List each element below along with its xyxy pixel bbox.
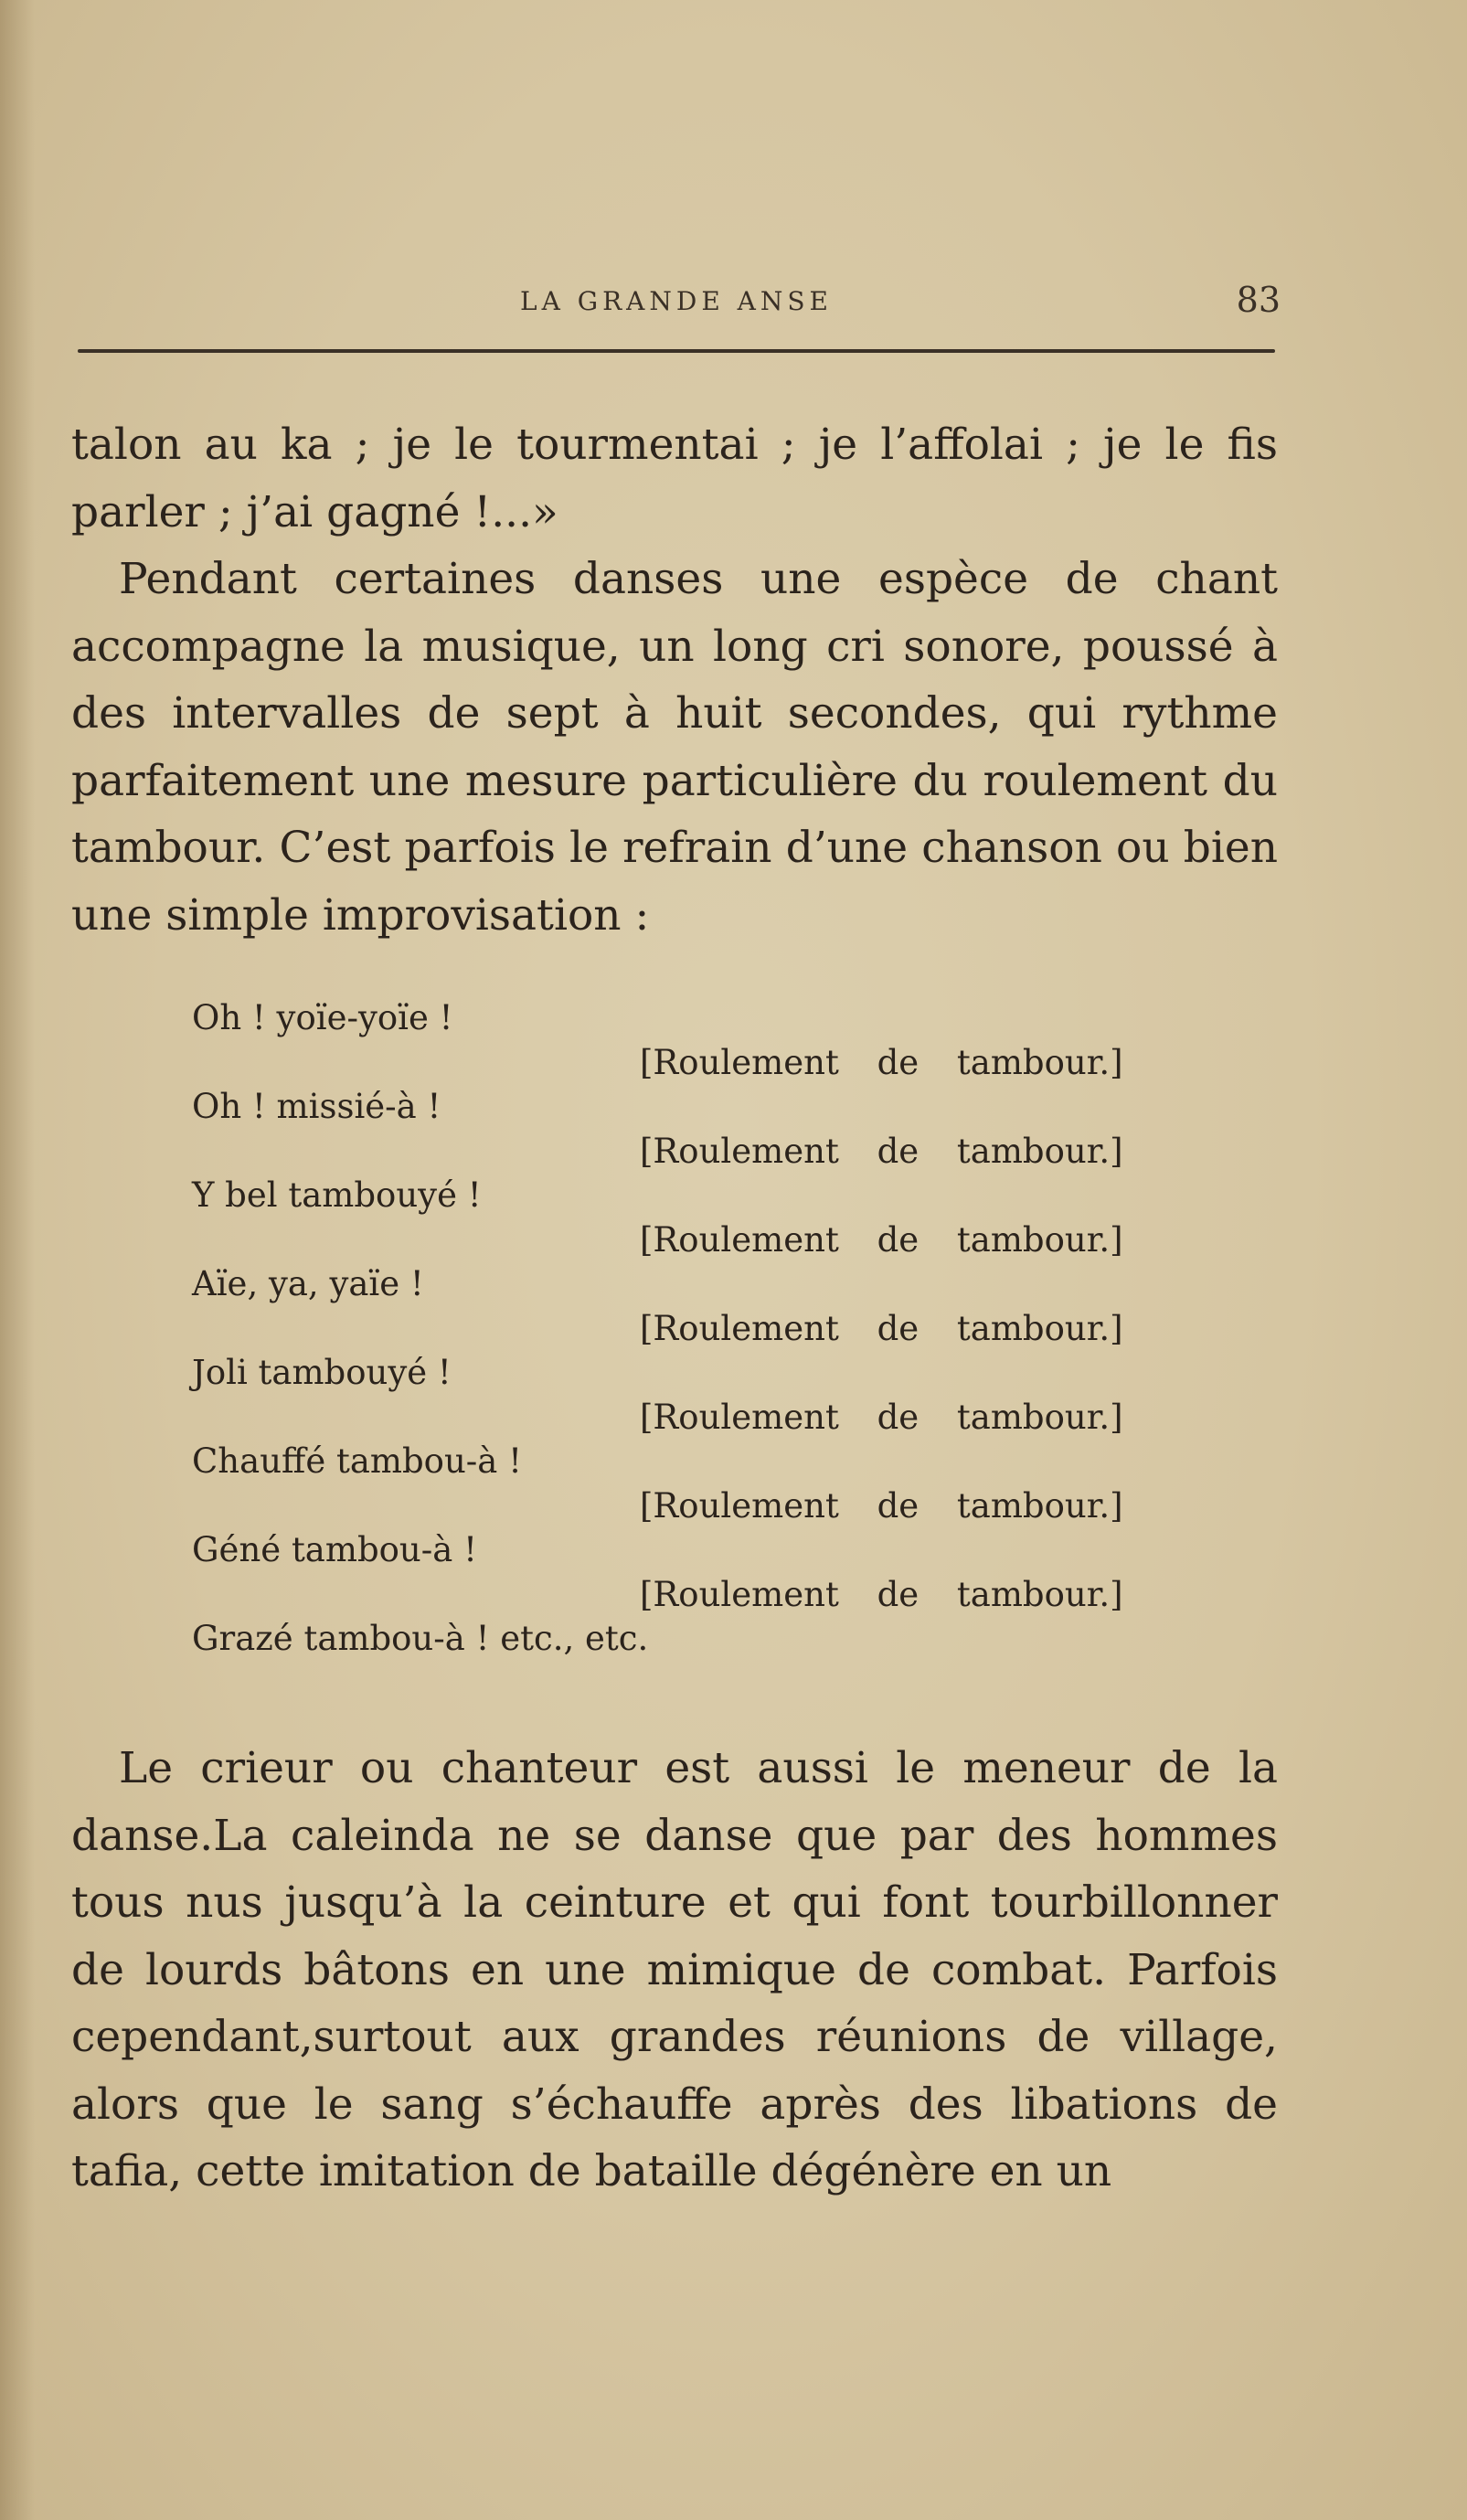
- song-refrain: [Roulement de tambour.]: [640, 1485, 1123, 1526]
- song-refrain: [Roulement de tambour.]: [640, 1219, 1123, 1260]
- song-lyric: Chauffé tambou-à !: [192, 1441, 522, 1481]
- song-final-line: [192, 1617, 1243, 1662]
- song-line: [192, 1174, 1243, 1262]
- song-lyric: Aïe, ya, yaïe !: [192, 1264, 424, 1303]
- song-lyric: Oh ! missié-à !: [192, 1087, 441, 1126]
- paragraph-caleinda: Le crieur ou chanteur est aussi le meneur de la danse.La caleinda ne se danse que par des hommes tous nus jusqu’à la ceinture et qui font tourbillonner de lourds bâtons en une mimique de combat. Parfois cependant,surtout aux grandes réunions de village, alors que le sang s’échauffe après des libations de tafia, cette imitation de bataille dégénère en un: [71, 1743, 1278, 2196]
- song-refrain: [Roulement de tambour.]: [640, 1042, 1123, 1082]
- paragraph-chant-intro: Pendant certaines danses une espèce de chant accompagne la musique, un long cri sonore, poussé à des intervalles de sept à huit secondes, qui rythme parfaitement une mesure particulière du roulement du tambour. C’est parfois le refrain d’une chanson ou bien une simple improvisation :: [71, 554, 1278, 941]
- song-lyric: Oh ! yoïe-yoïe !: [192, 998, 453, 1037]
- paragraph-continued: talon au ka ; je le tourmentai ; je l’affolai ; je le fis parler ; j’ai gagné !...»: [71, 420, 1278, 537]
- running-title: LA GRANDE ANSE: [519, 286, 833, 316]
- page-edge-shadow: [0, 0, 35, 2520]
- text-block-top: [71, 411, 1278, 949]
- page-number: 83: [1236, 280, 1281, 320]
- text-block-bottom: [71, 1735, 1278, 2206]
- song-line: [192, 1440, 1243, 1528]
- page-header: [78, 277, 1281, 332]
- song-line: [192, 1262, 1243, 1351]
- song-line: [192, 1085, 1243, 1174]
- song-lyric: Géné tambou-à !: [192, 1530, 477, 1569]
- header-rule: [78, 349, 1275, 353]
- song-final-text: Grazé tambou-à ! etc., etc.: [192, 1619, 649, 1658]
- song-lyric: Joli tambouyé !: [192, 1353, 452, 1392]
- song-refrain: [Roulement de tambour.]: [640, 1308, 1123, 1348]
- song-line: [192, 1351, 1243, 1440]
- song-line: [192, 996, 1243, 1085]
- song-refrain: [Roulement de tambour.]: [640, 1397, 1123, 1437]
- song-line: [192, 1528, 1243, 1617]
- song-refrain: [Roulement de tambour.]: [640, 1574, 1123, 1614]
- song-verse: [192, 996, 1243, 1662]
- song-lyric: Y bel tambouyé !: [192, 1175, 482, 1215]
- song-refrain: [Roulement de tambour.]: [640, 1131, 1123, 1171]
